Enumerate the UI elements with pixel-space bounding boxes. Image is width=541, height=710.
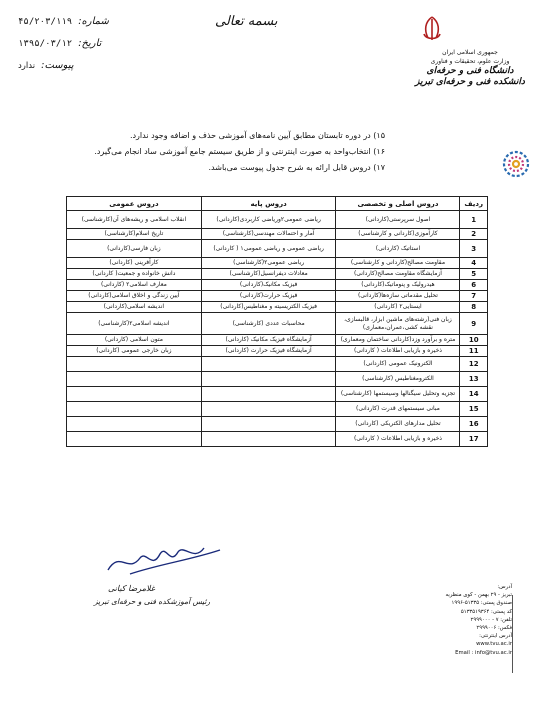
- basic-course-cell: [201, 402, 336, 417]
- basic-course-cell: ریاضی عمومی و ریاضی عمومی۱ ( کاردانی): [201, 240, 336, 258]
- contact-line: آدرس:: [497, 584, 512, 590]
- table-row: [67, 432, 488, 447]
- row-number-cell: 8: [460, 302, 488, 313]
- contact-line: فکس: ۲۹۹۹۰۰۶: [476, 625, 512, 632]
- signature-mark: [100, 540, 230, 580]
- core-course-cell: زبان فنی(رشته‌های ماشین ابزار، قالبسازی، نقشه کشی،عمران،معماری): [336, 313, 460, 335]
- table-row: [67, 346, 488, 357]
- letter-number-value: ۴۵/۲۰۳/۱۱۹: [18, 16, 73, 27]
- core-course-cell: الکترومغناطیس (کارشناسی): [336, 372, 460, 387]
- basic-course-cell: [201, 432, 336, 447]
- note-17: ۱۷) دروس قابل ارائه به شرح جدول پیوست می‌باشد.: [208, 163, 385, 172]
- core-course-cell: ذخیره و بازیابی اطلاعات ( کاردانی): [336, 432, 460, 447]
- signer-name: غلامرضا کیانی: [108, 584, 155, 593]
- row-number-cell: 16: [460, 417, 488, 432]
- general-course-cell: زبان فارسی(کاردانی): [67, 240, 202, 258]
- general-course-cell: [67, 417, 202, 432]
- row-number-cell: 12: [460, 357, 488, 372]
- basic-course-cell: فیزیک حرارت(کاردانی): [201, 291, 336, 302]
- letter-number-label: شماره:: [78, 16, 109, 27]
- table-row: [67, 291, 488, 302]
- org-line-1: جمهوری اسلامی ایران: [442, 49, 498, 56]
- general-course-cell: [67, 357, 202, 372]
- signer-title: رئیس آموزشکده فنی و حرفه‌ای تبریز: [94, 597, 211, 606]
- core-course-cell: تحلیل مقدماتی سازه‌ها(کاردانی): [336, 291, 460, 302]
- core-course-cell: آزمایشگاه مقاومت مصالح(کاردانی): [336, 269, 460, 280]
- contact-line: تبریز - ۲۹ بهمن - کوی منظریه: [445, 592, 512, 599]
- note-16: ۱۶) انتخاب‌واحد به صورت اینترنتی و از طریق سیستم جامع آموزشی ساد انجام می‌گیرد.: [94, 147, 385, 156]
- core-course-cell: متره و برآورد وزد(کاردانی ساختمان ومعماری): [336, 335, 460, 346]
- basic-course-cell: [201, 372, 336, 387]
- general-course-cell: آیین زندگی و اخلاق اسلامی(کاردانی): [67, 291, 202, 302]
- org-line-4: دانشکده فنی و حرفه‌ای تبریز: [415, 77, 525, 87]
- general-course-cell: [67, 372, 202, 387]
- core-course-cell: الکترونیک عمومی (کاردانی): [336, 357, 460, 372]
- general-course-cell: انقلاب اسلامی و ریشه‌های آن(کارشناسی): [67, 211, 202, 229]
- contact-divider: [512, 595, 513, 673]
- table-row: [67, 302, 488, 313]
- general-course-cell: اندیشه اسلامی(کاردانی): [67, 302, 202, 313]
- letter-date-label: تاریخ:: [78, 38, 102, 49]
- core-course-cell: استاتیک (کاردانی): [336, 240, 460, 258]
- basic-course-cell: فیزیک الکتریسیته و مغناطیس(کاردانی): [201, 302, 336, 313]
- col-header-basic: دروس پایه: [201, 197, 336, 211]
- row-number-cell: 5: [460, 269, 488, 280]
- core-course-cell: اصول سرپرستی(کاردانی): [336, 211, 460, 229]
- university-letterhead: [415, 48, 525, 88]
- contact-info: [432, 583, 512, 657]
- basic-course-cell: آزمایشگاه فیزیک مکانیک (کاردانی): [201, 335, 336, 346]
- letter-number-row: [18, 16, 109, 27]
- col-header-row-number: ردیف: [460, 197, 488, 211]
- core-course-cell: مبانی سیستمهای قدرت (کاردانی): [336, 402, 460, 417]
- basic-course-cell: ریاضی عمومی۲(کارشناسی): [201, 258, 336, 269]
- general-course-cell: زبان خارجی عمومی (کاردانی): [67, 346, 202, 357]
- core-course-cell: مقاومت مصالح(کاردانی و کارشناسی): [336, 258, 460, 269]
- general-course-cell: تاریخ اسلام(کارشناسی): [67, 229, 202, 240]
- row-number-cell: 2: [460, 229, 488, 240]
- table-row: [67, 387, 488, 402]
- letter-attachment-row: [18, 60, 74, 71]
- contact-line: Email : info@tvu.ac.ir: [455, 649, 512, 656]
- basic-course-cell: آزمایشگاه فیزیک حرارت (کاردانی): [201, 346, 336, 357]
- letter-date-row: [18, 38, 101, 49]
- contact-line: آدرس اینترنتی:: [479, 633, 512, 640]
- row-number-cell: 15: [460, 402, 488, 417]
- col-header-core: دروس اصلی و تخصصی: [336, 197, 460, 211]
- basic-course-cell: محاسبات عددی (کارشناسی): [201, 313, 336, 335]
- notes-block: [45, 128, 385, 176]
- table-row: [67, 280, 488, 291]
- general-course-cell: [67, 432, 202, 447]
- row-number-cell: 17: [460, 432, 488, 447]
- org-line-2: وزارت علوم، تحقیقات و فناوری: [430, 58, 510, 65]
- table-row: [67, 335, 488, 346]
- general-course-cell: متون اسلامی (کاردانی): [67, 335, 202, 346]
- logo-rosette-icon: [500, 148, 532, 180]
- table-row: [67, 211, 488, 229]
- courses-table: [66, 196, 488, 447]
- table-row: [67, 258, 488, 269]
- col-header-general: دروس عمومی: [67, 197, 202, 211]
- row-number-cell: 13: [460, 372, 488, 387]
- general-course-cell: [67, 387, 202, 402]
- note-15: ۱۵) در دوره تابستان مطابق آیین نامه‌های آموزشی حذف و اضافه وجود ندارد.: [129, 131, 385, 140]
- general-course-cell: اندیشه اسلامی۲(کارشناسی): [67, 313, 202, 335]
- table-row: [67, 313, 488, 335]
- basic-course-cell: آمار و احتمالات مهندسی(کارشناسی): [201, 229, 336, 240]
- org-line-3: دانشگاه فنی و حرفه‌ای: [426, 66, 514, 76]
- letter-attachment-value: ندارد: [18, 60, 36, 71]
- table-row: [67, 269, 488, 280]
- letter-date-value: ۱۳۹۵/۰۳/۱۲: [18, 38, 73, 49]
- contact-line: تلفن: ۷ - ۲۹۹۹۰۰۰: [470, 616, 512, 623]
- row-number-cell: 6: [460, 280, 488, 291]
- contact-line: www.tvu.ac.ir: [476, 641, 512, 648]
- table-row: [67, 240, 488, 258]
- row-number-cell: 3: [460, 240, 488, 258]
- basic-course-cell: [201, 357, 336, 372]
- contact-line: صندوق پستی: ۵۱۳۳۵-۱۹۹۶: [451, 600, 512, 607]
- table-row: [67, 402, 488, 417]
- core-course-cell: کارآموزی(کاردانی و کارشناسی): [336, 229, 460, 240]
- general-course-cell: دانش خانواده و جمعیت( کاردانی): [67, 269, 202, 280]
- row-number-cell: 10: [460, 335, 488, 346]
- general-course-cell: معارف اسلامی۲ (کاردانی): [67, 280, 202, 291]
- row-number-cell: 9: [460, 313, 488, 335]
- table-header-row: [67, 197, 488, 211]
- basic-course-cell: [201, 387, 336, 402]
- row-number-cell: 14: [460, 387, 488, 402]
- row-number-cell: 7: [460, 291, 488, 302]
- row-number-cell: 1: [460, 211, 488, 229]
- core-course-cell: تحلیل مدارهای الکتریکی (کاردانی): [336, 417, 460, 432]
- table-row: [67, 372, 488, 387]
- core-course-cell: ایستایی۲ (کاردانی): [336, 302, 460, 313]
- core-course-cell: هیدرولیک و پنوماتیک(کاردانی): [336, 280, 460, 291]
- table-row: [67, 229, 488, 240]
- row-number-cell: 4: [460, 258, 488, 269]
- general-course-cell: کارآفرینی (کاردانی): [67, 258, 202, 269]
- general-course-cell: [67, 402, 202, 417]
- letter-attachment-label: پیوست:: [41, 60, 74, 71]
- basic-course-cell: ریاضی عمومی۲وریاضی کاربردی(کاردانی): [201, 211, 336, 229]
- table-row: [67, 417, 488, 432]
- core-course-cell: تجزیه وتحلیل سیگنالها وسیستمها (کارشناسی): [336, 387, 460, 402]
- table-row: [67, 357, 488, 372]
- row-number-cell: 11: [460, 346, 488, 357]
- basic-course-cell: فیزیک مکانیک(کاردانی): [201, 280, 336, 291]
- iran-emblem-icon: [415, 14, 449, 44]
- basic-course-cell: [201, 417, 336, 432]
- basic-course-cell: معادلات دیفرانسیل(کارشناسی): [201, 269, 336, 280]
- bismillah-heading: بسمه تعالی: [215, 14, 278, 29]
- contact-line: کد پستی: ۵۱۳۳۵۱۹۳۶۴: [460, 608, 512, 615]
- core-course-cell: ذخیره و بازیابی اطلاعات ( کاردانی): [336, 346, 460, 357]
